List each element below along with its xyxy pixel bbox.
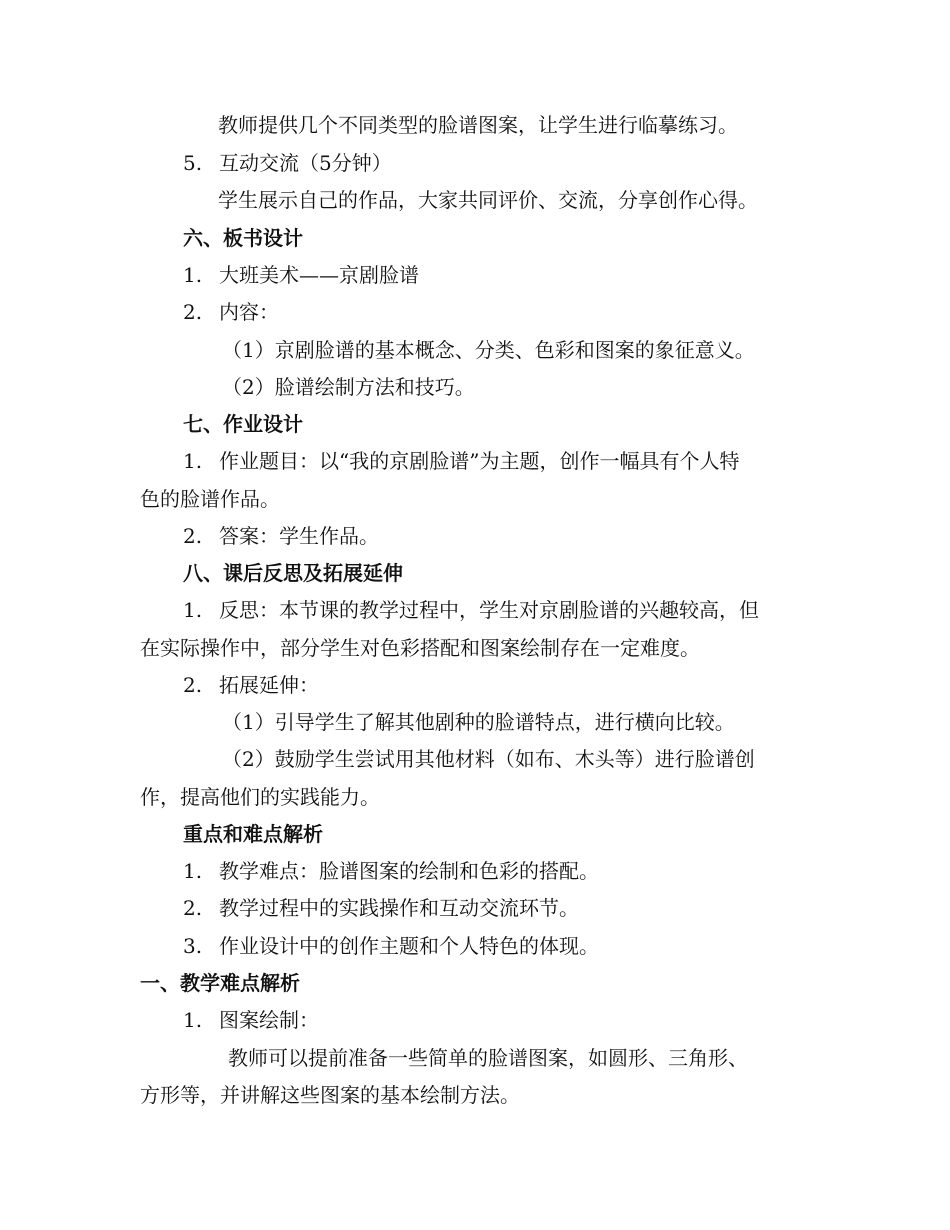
sub-item: （1）京剧脸谱的基本概念、分类、色彩和图案的象征意义。: [222, 338, 755, 362]
paragraph-continuation: 方形等，并讲解这些图案的基本绘制方法。: [140, 1083, 520, 1107]
list-text: 图案绘制：: [219, 1008, 319, 1032]
list-item: [183, 523, 379, 549]
list-item: [183, 597, 759, 623]
list-text: 大班美术——京剧脸谱: [219, 263, 419, 287]
section-heading: 一、教学难点解析: [140, 971, 300, 995]
list-item: [183, 299, 279, 325]
paragraph-continuation: 色的脸谱作品。: [140, 487, 280, 511]
list-number: 2.: [183, 300, 203, 324]
sub-item: （1）引导学生了解其他剧种的脸谱特点，进行横向比较。: [222, 710, 735, 734]
section-heading: 八、课后反思及拓展延伸: [183, 561, 403, 585]
sub-item: （2）鼓励学生尝试用其他材料（如布、木头等）进行脸谱创: [222, 747, 755, 771]
section-heading: 七、作业设计: [183, 412, 303, 436]
list-item: [183, 150, 392, 176]
list-text: 教学难点：脸谱图案的绘制和色彩的搭配。: [219, 859, 599, 883]
list-text: 反思：本节课的教学过程中，学生对京剧脸谱的兴趣较高，但: [219, 598, 759, 622]
list-text: 内容：: [219, 300, 279, 324]
section-heading: 六、板书设计: [183, 226, 303, 250]
list-item: [183, 672, 319, 698]
list-number: 5.: [183, 151, 203, 175]
list-number: 1.: [183, 1008, 203, 1032]
sub-item: （2）脸谱绘制方法和技巧。: [222, 375, 475, 399]
paragraph-continuation: 在实际操作中，部分学生对色彩搭配和图案绘制存在一定难度。: [140, 636, 700, 660]
list-text: 互动交流（5分钟）: [219, 151, 392, 175]
list-item: [183, 933, 599, 959]
list-text: 教学过程中的实践操作和互动交流环节。: [219, 896, 579, 920]
list-item: [183, 1007, 319, 1033]
list-number: 3.: [183, 934, 203, 958]
paragraph-continuation: 作，提高他们的实践能力。: [140, 785, 380, 809]
list-text: 作业设计中的创作主题和个人特色的体现。: [219, 934, 599, 958]
list-number: 1.: [183, 263, 203, 287]
paragraph: 教师提供几个不同类型的脸谱图案，让学生进行临摹练习。: [218, 113, 738, 137]
list-item: [183, 448, 739, 474]
list-number: 1.: [183, 449, 203, 473]
paragraph: 学生展示自己的作品，大家共同评价、交流，分享创作心得。: [218, 188, 758, 212]
list-text: 答案：学生作品。: [219, 524, 379, 548]
list-item: [183, 858, 599, 884]
list-number: 1.: [183, 598, 203, 622]
list-item: [183, 895, 579, 921]
list-number: 2.: [183, 896, 203, 920]
list-item: [183, 262, 419, 288]
list-number: 1.: [183, 859, 203, 883]
section-heading: 重点和难点解析: [183, 822, 323, 846]
list-number: 2.: [183, 673, 203, 697]
list-number: 2.: [183, 524, 203, 548]
list-text: 拓展延伸：: [219, 673, 319, 697]
list-text: 作业题目：以“我的京剧脸谱”为主题，创作一幅具有个人特: [219, 449, 740, 473]
paragraph: 教师可以提前准备一些简单的脸谱图案，如圆形、三角形、: [228, 1046, 748, 1070]
